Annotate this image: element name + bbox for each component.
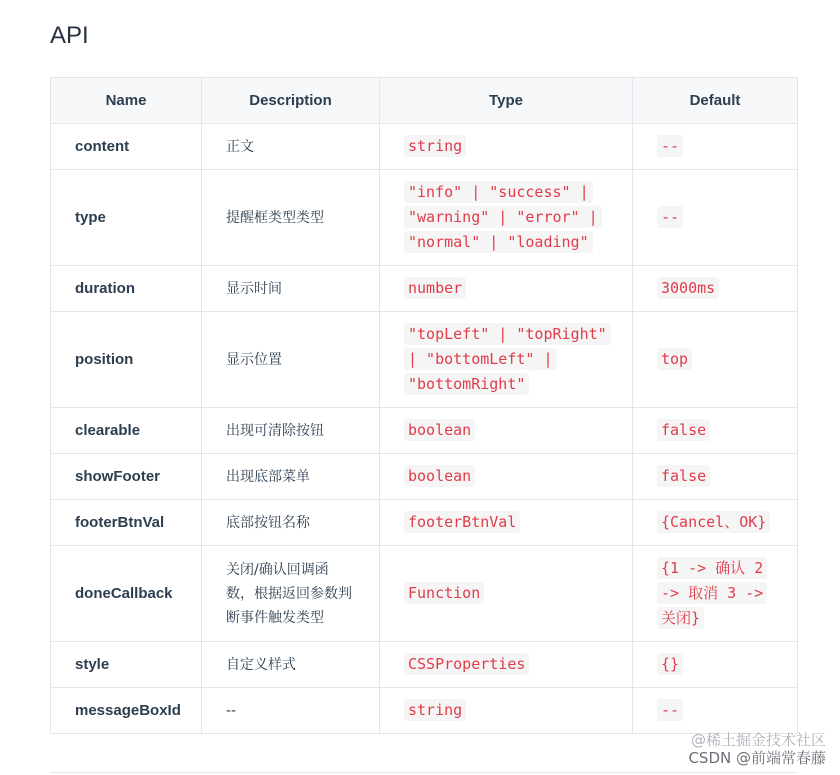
prop-name: content: [51, 124, 202, 170]
prop-default: {}: [657, 653, 683, 675]
prop-name: messageBoxId: [51, 688, 202, 734]
prop-default-cell: [633, 408, 798, 454]
prop-default-cell: [633, 312, 798, 408]
prop-type: string: [404, 135, 466, 157]
prop-type: CSSProperties: [404, 653, 529, 675]
column-header-description: Description: [202, 78, 380, 124]
prop-type-cell: [380, 688, 633, 734]
prop-name: clearable: [51, 408, 202, 454]
watermark-line-1: @稀土掘金技术社区: [690, 731, 826, 749]
table-header-row: [51, 78, 798, 124]
prop-type: "topLeft" | "topRight" | "bottomLeft" | "bottomRight": [404, 323, 611, 395]
table-row: [51, 454, 798, 500]
table-row: [51, 124, 798, 170]
prop-type-cell: [380, 170, 633, 266]
prop-description: 出现底部菜单: [202, 454, 380, 500]
api-table: [50, 77, 798, 734]
table-row: [51, 170, 798, 266]
prop-default: --: [657, 699, 683, 721]
prop-description: 提醒框类型类型: [202, 170, 380, 266]
table-row: [51, 500, 798, 546]
prop-type-cell: [380, 500, 633, 546]
prop-default: false: [657, 465, 710, 487]
prop-default: top: [657, 348, 692, 370]
prop-type-cell: [380, 266, 633, 312]
prop-name: style: [51, 642, 202, 688]
prop-default: {1 -> 确认 2 -> 取消 3 -> 关闭}: [657, 557, 767, 629]
prop-description: 显示位置: [202, 312, 380, 408]
watermark-line-2: CSDN @前端常春藤: [688, 749, 826, 767]
prop-type: Function: [404, 582, 484, 604]
prop-name: position: [51, 312, 202, 408]
table-row: [51, 642, 798, 688]
prop-default: --: [657, 135, 683, 157]
prop-default-cell: [633, 500, 798, 546]
column-header-name: Name: [51, 78, 202, 124]
prop-type-cell: [380, 454, 633, 500]
column-header-type: Type: [380, 78, 633, 124]
prop-name: doneCallback: [51, 546, 202, 642]
prop-description: --: [202, 688, 380, 734]
prop-default-cell: [633, 642, 798, 688]
prop-default: --: [657, 206, 683, 228]
prop-name: duration: [51, 266, 202, 312]
prop-default-cell: [633, 170, 798, 266]
column-header-default: Default: [633, 78, 798, 124]
table-row: [51, 408, 798, 454]
prop-default-cell: [633, 546, 798, 642]
prop-name: showFooter: [51, 454, 202, 500]
prop-type: string: [404, 699, 466, 721]
prop-default-cell: [633, 454, 798, 500]
prop-default-cell: [633, 688, 798, 734]
prop-default: 3000ms: [657, 277, 719, 299]
prop-default: false: [657, 419, 710, 441]
prop-type: number: [404, 277, 466, 299]
prop-description: 出现可清除按钮: [202, 408, 380, 454]
table-row: [51, 546, 798, 642]
prop-type: boolean: [404, 419, 475, 441]
prop-type-cell: [380, 642, 633, 688]
page-title: API: [50, 22, 89, 49]
prop-description: 自定义样式: [202, 642, 380, 688]
prop-type: footerBtnVal: [404, 511, 520, 533]
divider: [50, 772, 797, 773]
table-row: [51, 312, 798, 408]
prop-type-cell: [380, 312, 633, 408]
prop-description: 正文: [202, 124, 380, 170]
prop-description: 显示时间: [202, 266, 380, 312]
prop-default-cell: [633, 266, 798, 312]
prop-type: boolean: [404, 465, 475, 487]
prop-type: "info" | "success" | "warning" | "error" | "normal" | "loading": [404, 181, 602, 253]
prop-description: 关闭/确认回调函数，根据返回参数判断事件触发类型: [202, 546, 380, 642]
prop-default: {Cancel、OK}: [657, 511, 770, 533]
table-row: [51, 266, 798, 312]
prop-type-cell: [380, 546, 633, 642]
prop-default-cell: [633, 124, 798, 170]
table-row: [51, 688, 798, 734]
prop-type-cell: [380, 124, 633, 170]
prop-description: 底部按钮名称: [202, 500, 380, 546]
prop-name: footerBtnVal: [51, 500, 202, 546]
prop-type-cell: [380, 408, 633, 454]
prop-name: type: [51, 170, 202, 266]
watermark: [688, 731, 826, 767]
